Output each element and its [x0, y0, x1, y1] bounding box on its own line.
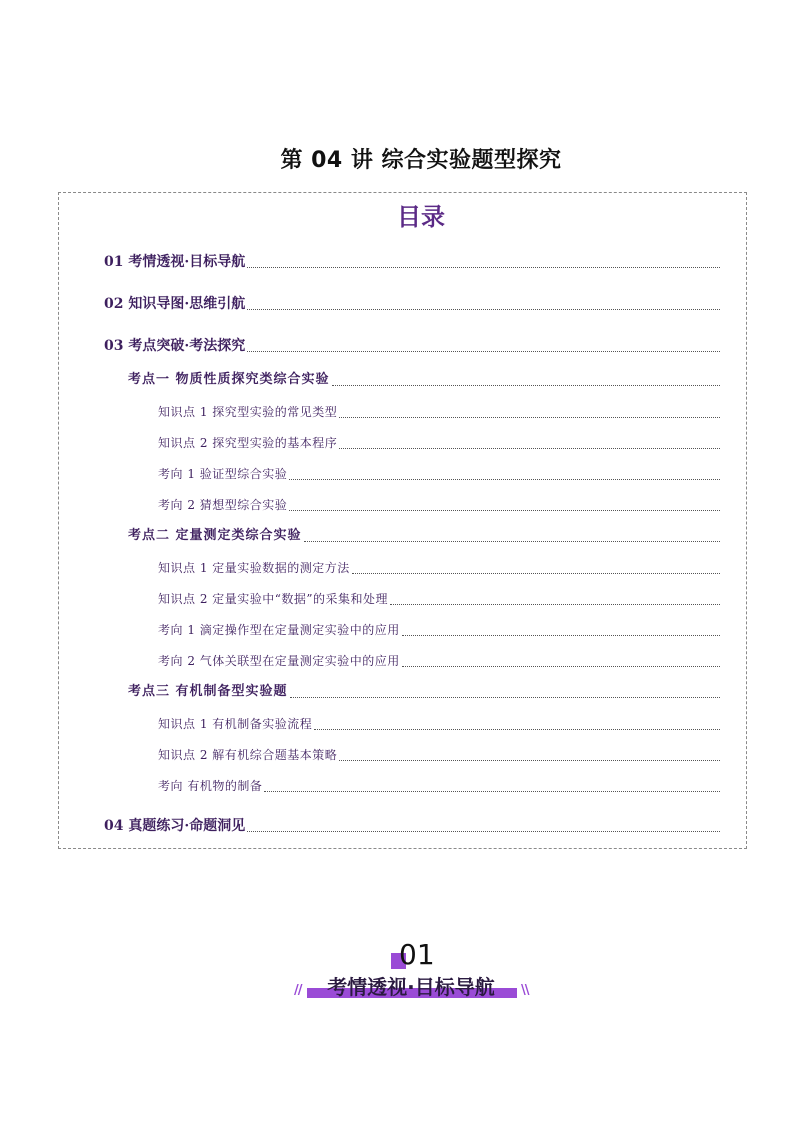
toc-entry[interactable] [158, 495, 720, 515]
toc-entry[interactable] [158, 651, 720, 671]
toc-leader [339, 760, 720, 761]
toc-entry[interactable] [158, 433, 720, 453]
toc-leader [264, 791, 720, 792]
toc-entry-label: 考点一 物质性质探究类综合实验 [128, 372, 330, 387]
toc-entry-label: 考向 2 猜想型综合实验 [158, 498, 288, 512]
toc-entry-label: 02 知识导图·思维引航 [104, 296, 246, 312]
toc-entry[interactable] [104, 294, 720, 314]
toc-entry[interactable] [158, 402, 720, 422]
toc-entry[interactable] [104, 816, 720, 836]
toc-entry-label: 知识点 1 有机制备实验流程 [158, 717, 313, 731]
toc-entry-label: 考点三 有机制备型实验题 [128, 684, 288, 699]
toc-leader [352, 573, 720, 574]
toc-leader [332, 385, 720, 386]
toc-entry[interactable] [128, 526, 720, 546]
toc-entry-label: 考向 1 滴定操作型在定量测定实验中的应用 [158, 623, 400, 637]
toc-entry[interactable] [104, 252, 720, 272]
toc-leader [247, 351, 720, 352]
toc-entry[interactable] [158, 776, 720, 796]
toc-heading: 目录 [397, 203, 445, 231]
toc-entry-label: 考向 2 气体关联型在定量测定实验中的应用 [158, 654, 400, 668]
toc-leader [304, 541, 720, 542]
toc-entry[interactable] [158, 464, 720, 484]
section-title: 考情透视·目标导航 [327, 975, 495, 999]
section-slash-left: // [294, 983, 302, 998]
toc-entry-label: 考点二 定量测定类综合实验 [128, 528, 302, 543]
toc-entry[interactable] [158, 558, 720, 578]
toc-leader [390, 604, 720, 605]
toc-entry[interactable] [104, 336, 720, 356]
toc-entry-label: 03 考点突破·考法探究 [104, 338, 246, 354]
toc-entry-label: 知识点 2 探究型实验的基本程序 [158, 436, 338, 450]
toc-leader [289, 479, 720, 480]
toc-leader [289, 510, 720, 511]
toc-entry[interactable] [158, 714, 720, 734]
toc-entry[interactable] [158, 620, 720, 640]
toc-leader [290, 697, 720, 698]
toc-entry-label: 考向 有机物的制备 [158, 779, 263, 793]
section-slash-right: \\ [521, 983, 529, 998]
toc-leader [247, 831, 720, 832]
toc-entry[interactable] [128, 370, 720, 390]
toc-leader [339, 448, 720, 449]
toc-entry-label: 考向 1 验证型综合实验 [158, 467, 288, 481]
toc-entry-label: 知识点 1 定量实验数据的测定方法 [158, 561, 350, 575]
toc-leader [402, 666, 720, 667]
toc-leader [339, 417, 720, 418]
toc-entry-label: 01 考情透视·目标导航 [104, 254, 246, 270]
toc-entry[interactable] [128, 682, 720, 702]
toc-entry[interactable] [158, 589, 720, 609]
toc-leader [402, 635, 720, 636]
page-title: 第 04 讲 综合实验题型探究 [280, 148, 562, 173]
toc-entry-label: 04 真题练习·命题洞见 [104, 818, 246, 834]
section-number: 01 [399, 938, 435, 971]
toc-entry[interactable] [158, 745, 720, 765]
toc-leader [314, 729, 720, 730]
toc-leader [247, 309, 720, 310]
toc-entry-label: 知识点 2 解有机综合题基本策略 [158, 748, 338, 762]
toc-leader [247, 267, 720, 268]
toc-entry-label: 知识点 2 定量实验中“数据”的采集和处理 [158, 592, 389, 606]
toc-entry-label: 知识点 1 探究型实验的常见类型 [158, 405, 338, 419]
